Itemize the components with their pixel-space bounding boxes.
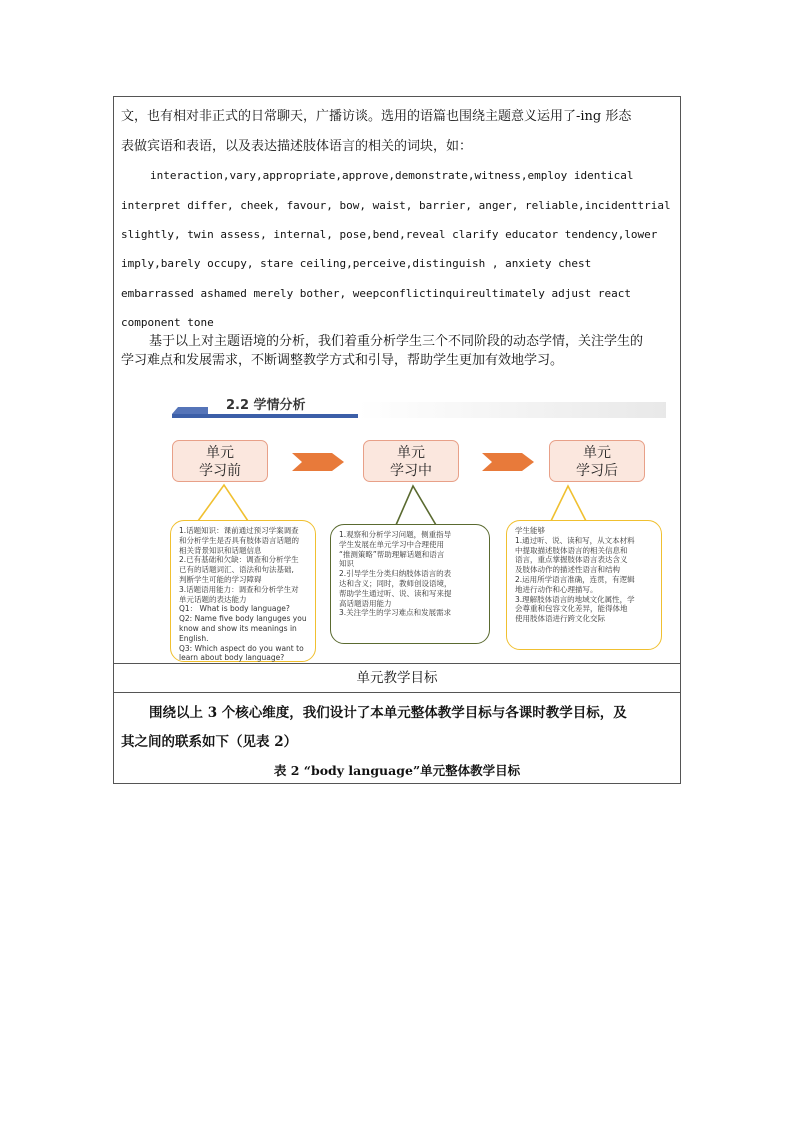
diagram-title: 2.2 学情分析 <box>226 398 306 413</box>
analysis-cell <box>114 97 680 664</box>
after-line: 会尊重和包容文化差异，能得体地 <box>515 604 628 614</box>
before-line: 已有的话题词汇、语法和句法基础, <box>179 565 294 575</box>
after-line: 学生能够 <box>515 526 545 535</box>
before-line: Q3: Which aspect do you want to <box>179 643 304 653</box>
before-line: 判断学生可能的学习障碍 <box>179 574 262 584</box>
before-line: 3.话题语用能力：调查和分析学生对 <box>179 584 299 594</box>
phase-before-line2: 学习前 <box>199 463 241 479</box>
during-line: 2.引导学生分类归纳肢体语言的表 <box>339 569 452 579</box>
during-callout <box>330 524 490 644</box>
before-line: Q2: Name five body languges you <box>179 614 307 624</box>
before-line: 2.已有基础和欠缺：调查和分析学生 <box>179 555 299 565</box>
phase-after-line2: 学习后 <box>576 463 618 479</box>
during-line: 知识 <box>339 559 354 569</box>
analysis-line-1: 基于以上对主题语境的分析，我们着重分析学生三个不同阶段的动态学情，关注学生的 <box>149 334 644 349</box>
phase-before-line1: 单元 <box>206 445 234 461</box>
before-line: English. <box>179 633 209 643</box>
vocab-line-2: interpret differ, cheek, favour, bow, waist, barrier, anger, reliable,incidenttrial <box>121 199 671 212</box>
during-line: “推测策略”帮助理解话题和语言 <box>339 549 445 559</box>
phase-during-line2: 学习中 <box>390 463 432 479</box>
during-line: 3.关注学生的学习难点和发展需求 <box>339 608 452 618</box>
after-line: 语言，重点掌握肢体语言表达含义 <box>515 555 628 565</box>
phase-during-line1: 单元 <box>397 445 425 461</box>
after-line: 中提取描述肢体语言的相关信息和 <box>515 545 628 555</box>
during-line: 达和含义；同时，教师创设语境， <box>339 578 452 588</box>
after-line: 及肢体动作的描述性语言和结构 <box>515 565 620 575</box>
learning-analysis-diagram <box>168 390 668 663</box>
vocab-line-3: slightly, twin assess, internal, pose,bend,reveal clarify educator tendency,lower <box>121 228 658 241</box>
after-line: 1.通过听、说、读和写，从文本材料 <box>515 535 635 545</box>
goals-cell <box>114 693 680 785</box>
after-line: 3.理解肢体语言的地域文化属性，学 <box>515 594 635 604</box>
after-callout <box>506 520 662 650</box>
before-line: know and show its meanings in <box>179 623 297 633</box>
document-table <box>113 96 681 784</box>
during-line: 帮助学生通过听、说、读和写来提 <box>339 588 452 598</box>
before-callout <box>170 520 316 662</box>
intro-line-1: 文，也有相对非正式的日常聊天，广播访谈。选用的语篇也围绕主题意义运用了-ing 形态 <box>121 109 632 124</box>
after-line: 2.运用所学语言准确，连贯，有逻辑 <box>515 574 635 584</box>
section-title: 单元教学目标 <box>114 664 680 693</box>
before-line: 相关背景知识和话题信息 <box>179 545 262 555</box>
during-line: 1.观察和分析学习问题，侧重指导 <box>339 530 452 539</box>
before-line: 1.话题知识：课前通过预习学案调查 <box>179 526 299 535</box>
before-line: Q1： What is body language? <box>179 604 290 614</box>
analysis-line-2: 学习难点和发展需求，不断调整教学方式和引导，帮助学生更加有效地学习。 <box>121 353 564 368</box>
vocab-line-6: component tone <box>121 316 214 329</box>
before-line: 和分析学生是否具有肢体语言话题的 <box>179 535 299 545</box>
vocab-line-5: embarrassed ashamed merely bother, weepconflictinquireultimately adjust react <box>121 287 631 300</box>
goals-line-1: 围绕以上 3 个核心维度，我们设计了本单元整体教学目标与各课时教学目标，及 <box>149 705 627 721</box>
vocab-line-4: imply,barely occupy, stare ceiling,perceive,distinguish , anxiety chest <box>121 257 592 270</box>
before-line: learn about body language? <box>179 653 285 663</box>
after-line: 地进行动作和心理描写。 <box>515 584 598 594</box>
after-line: 使用肢体语进行跨文化交际 <box>515 614 605 624</box>
table-caption: 表 2 “body language”单元整体教学目标 <box>273 763 521 778</box>
goals-line-2: 其之间的联系如下（见表 2） <box>121 734 298 750</box>
phase-after-line1: 单元 <box>583 445 611 461</box>
intro-line-2: 表做宾语和表语，以及表达描述肢体语言的相关的词块，如： <box>121 139 473 154</box>
during-line: 高话题语用能力 <box>339 598 392 608</box>
during-line: 学生发展在单元学习中合理使用 <box>339 539 444 549</box>
vocab-line-1: interaction,vary,appropriate,approve,demonstrate,witness,employ identical <box>150 169 634 182</box>
before-line: 单元话题的表达能力 <box>179 594 247 604</box>
